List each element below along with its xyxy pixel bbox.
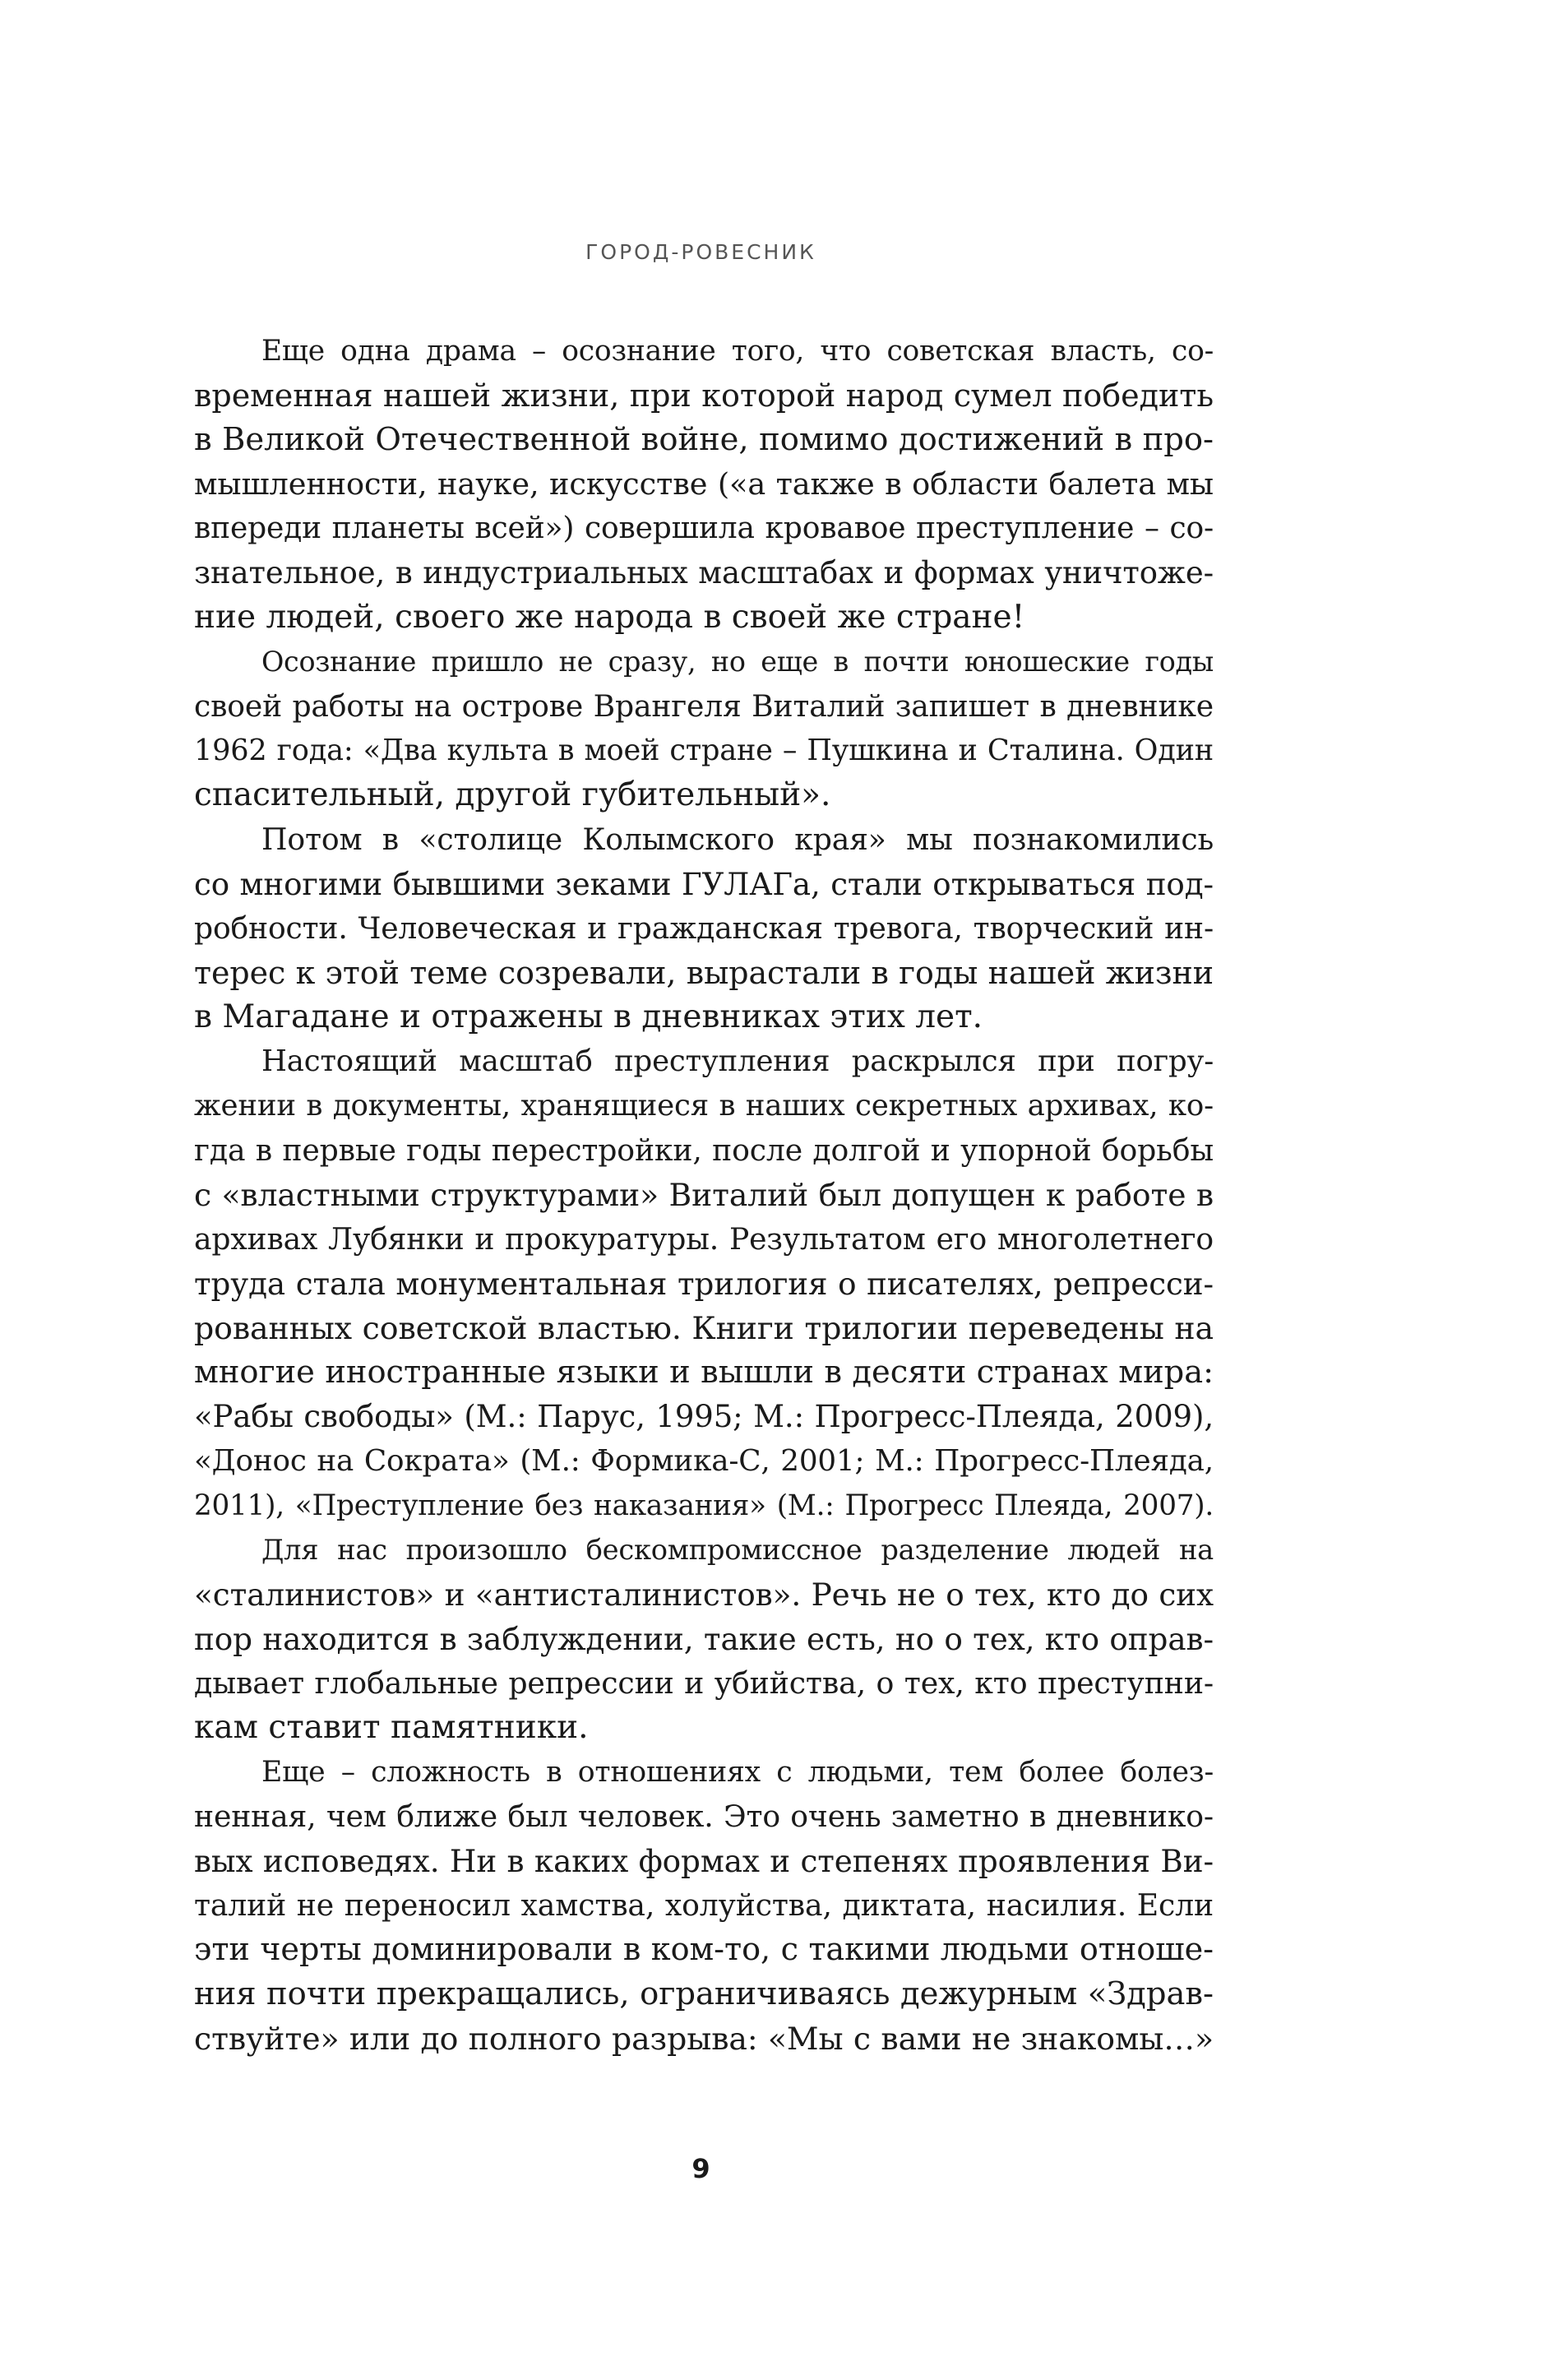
paragraph [194,640,1214,817]
text-line: гда в первые годы перестройки, после долгой и упорной борьбы [194,1132,1214,1168]
text-line: спасительный, другой губительный». [194,776,831,813]
text-line: архивах Лубянки и прокуратуры. Результатом его многолетнего [194,1221,1214,1257]
text-line: мышленности, науке, искусстве («а также в области балета мы [194,466,1214,502]
text-line: в Магадане и отражены в дневниках этих лет. [194,998,983,1035]
text-line: эти черты доминировали в ком-то, с такими людьми отноше- [194,1932,1214,1968]
text-line: «Донос на Сократа» (М.: Формика-С, 2001; М.: Прогресс-Плеяда, [194,1444,1214,1478]
text-line: со многими бывшими зеками ГУЛАГа, стали открываться под- [194,866,1214,902]
text-line: Осознание пришло не сразу, но еще в почти юношеские годы [261,646,1214,678]
text-line: Для нас произошло бескомпромиссное разделение людей на [261,1534,1214,1566]
text-line: «сталинистов» и «антисталинистов». Речь не о тех, кто до сих [194,1577,1214,1613]
text-line: Еще – сложность в отношениях с людьми, тем более болез- [261,1756,1214,1789]
paragraph [194,1040,1214,1528]
page-number: 9 [691,2153,710,2184]
paragraph [194,329,1214,640]
text-line: пор находится в заблуждении, такие есть, но о тех, кто оправ- [194,1621,1214,1657]
text-line: в Великой Отечественной войне, помимо достижений в про- [194,421,1214,458]
paragraph [194,817,1214,1040]
text-line: 1962 года: «Два культа в моей стране – Пушкина и Сталина. Один [194,734,1214,767]
running-head: ГОРОД-РОВЕСНИК [585,240,816,264]
text-line: «Рабы свободы» (М.: Парус, 1995; М.: Прогресс-Плеяда, 2009), [194,1399,1214,1434]
text-line: знательное, в индустриальных масштабах и формах уничтоже- [194,555,1214,590]
text-line: рованных советской властью. Книги трилогии переведены на [194,1310,1214,1346]
text-line: с «властными структурами» Виталий был допущен к работе в [194,1177,1214,1213]
text-line: талий не переносил хамства, холуйства, диктата, насилия. Если [194,1887,1214,1923]
text-line: впереди планеты всей») совершила кровавое преступление – со- [194,512,1214,545]
text-line: труда стала монументальная трилогия о писателях, репресси- [194,1266,1214,1302]
body-text [194,329,1214,2061]
text-line: дывает глобальные репрессии и убийства, о тех, кто преступни- [194,1665,1214,1701]
text-line: терес к этой теме созревали, вырастали в годы нашей жизни [194,955,1214,991]
text-line: кам ставит памятники. [194,1709,589,1746]
text-line: вых исповедях. Ни в каких формах и степенях проявления Ви- [194,1843,1214,1879]
text-line: жении в документы, хранящиеся в наших секретных архивах, ко- [194,1089,1214,1123]
text-line: своей работы на острове Врангеля Виталий запишет в дневнике [194,688,1214,724]
paragraph [194,1750,1214,2061]
text-line: Еще одна драма – осознание того, что советская власть, со- [261,335,1214,368]
text-line: ние людей, своего же народа в своей же стране! [194,599,1025,636]
text-line: временная нашей жизни, при которой народ сумел победить [194,377,1214,414]
paragraph [194,1528,1214,1750]
text-line: робности. Человеческая и гражданская тревога, творческий ин- [194,911,1214,946]
text-line: ствуйте» или до полного разрыва: «Мы с вами не знакомы…» [194,2021,1214,2057]
text-line: 2011), «Преступление без наказания» (М.: Прогресс Плеяда, 2007). [194,1489,1214,1522]
text-line: Настоящий масштаб преступления раскрылся при погру- [261,1044,1214,1078]
text-line: ненная, чем ближе был человек. Это очень заметно в дневнико- [194,1799,1214,1834]
text-line: Потом в «столице Колымского края» мы познакомились [261,822,1214,857]
text-line: ния почти прекращались, ограничиваясь дежурным «Здрав- [194,1975,1214,2012]
text-line: многие иностранные языки и вышли в десяти странах мира: [194,1354,1214,1391]
